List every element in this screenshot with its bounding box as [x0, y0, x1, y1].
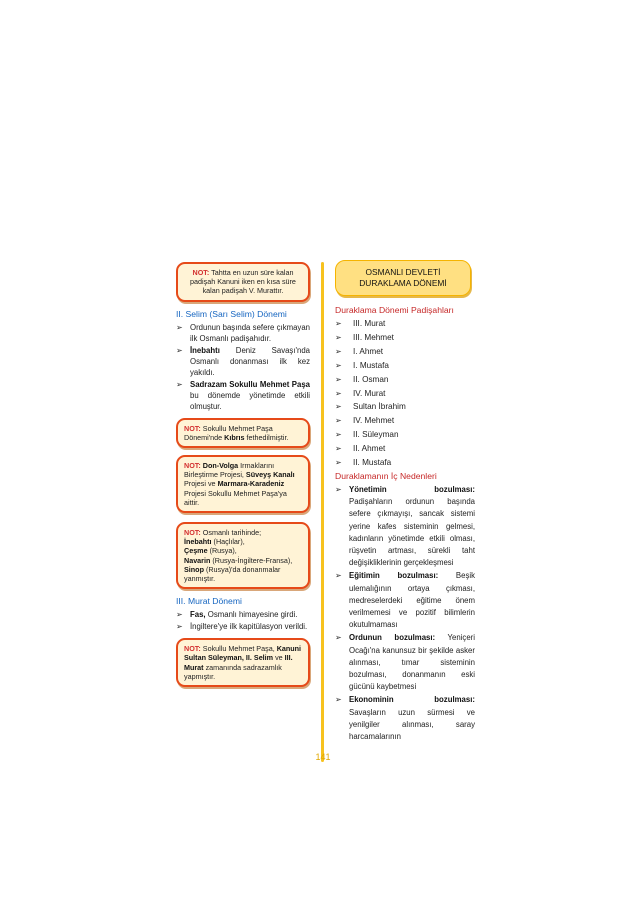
column-divider [321, 262, 324, 762]
arrow-bullet-icon: ➢ [335, 402, 342, 412]
right-column [335, 260, 475, 744]
arrow-bullet-icon: ➢ [335, 633, 342, 643]
list-item: ➢ İnebahtı Deniz Savaşı'nda Osmanlı donanması ilk kez yakıldı. [176, 345, 310, 377]
arrow-bullet-icon: ➢ [335, 332, 342, 342]
list-item: ➢ Fas, Osmanlı himayesine girdi. [176, 610, 298, 620]
arrow-bullet-icon: ➢ [176, 345, 183, 355]
arrow-bullet-icon: ➢ [335, 388, 342, 398]
list-item: ➢ Ordunun başında sefere çıkmayan ilk Osmanlı padişahıdır. [176, 322, 310, 343]
selim-list [176, 322, 310, 412]
chapter-title-line2: DURAKLAMA DÖNEMİ [359, 278, 447, 288]
section-heading-kings: Duraklama Dönemi Padişahları [335, 305, 454, 315]
note-label: NOT: [192, 268, 210, 277]
note-box-fleets: NOT: Osmanlı tarihinde; İnebahtı (Haçlılar), Çeşme (Rusya), Navarin (Rusya-İngiltere-Fransa), Sinop (Rusya)'da donanmalar yanmıştır. [176, 522, 310, 589]
arrow-bullet-icon: ➢ [335, 416, 342, 426]
arrow-bullet-icon: ➢ [335, 346, 342, 356]
list-item: ➢ Eğitimin bozulması: Beşik ulemalığının ortaya çıkması, medreselerdeki eğitime önem verilmemesi ve pozitif bilimlerin okutulmaması [335, 571, 475, 630]
arrow-bullet-icon: ➢ [176, 622, 183, 632]
list-item: ➢ I. Ahmet [335, 346, 475, 359]
section-heading-selim: II. Selim (Sarı Selim) Dönemi [176, 308, 287, 319]
arrow-bullet-icon: ➢ [335, 571, 342, 581]
chapter-title-line1: OSMANLI DEVLETİ [365, 267, 441, 277]
arrow-bullet-icon: ➢ [335, 430, 342, 440]
list-item: ➢ Sadrazam Sokullu Mehmet Paşa bu dönemde yönetimde etkili olmuştur. [176, 379, 310, 411]
note-box-projects: NOT: Don-Volga Irmaklarını Birleştirme Projesi, Süveyş Kanalı Projesi ve Marmara-Karadeniz Projesi Sokullu Mehmet Paşa'ya aittir. [176, 455, 310, 513]
list-item: ➢ İngiltere'ye ilk kapitülasyon verildi. [176, 622, 308, 632]
arrow-bullet-icon: ➢ [335, 484, 342, 494]
note-label: NOT: [184, 644, 201, 654]
arrow-bullet-icon: ➢ [335, 458, 342, 468]
list-item: ➢ I. Mustafa [335, 360, 475, 373]
list-item: ➢ Yönetimin bozulması: Padişahların ordunun başında sefere çıkmayışı, sancak sistemi yerine kafes sisteminin gelmesi, kadınların yönetimde etkili olması, rüşvetin artması, sürekli taht değişikliklerinin gerçekleşmesi [335, 484, 475, 568]
list-item: ➢ II. Ahmet [335, 443, 475, 456]
list-item: ➢ II. Mustafa [335, 457, 475, 470]
list-item: ➢ III. Murat [335, 318, 475, 331]
kings-list [335, 318, 475, 470]
arrow-bullet-icon: ➢ [176, 379, 183, 389]
arrow-bullet-icon: ➢ [335, 695, 342, 705]
arrow-bullet-icon: ➢ [335, 319, 342, 328]
page-number: 141 [315, 752, 331, 762]
note-label: NOT: [184, 528, 201, 538]
list-item: ➢ III. Mehmet [335, 332, 475, 345]
note-box-cyprus: NOT: Sokullu Mehmet Paşa Dönemi'nde Kıbrıs fethedilmiştir. [176, 418, 310, 448]
chapter-title-box [335, 260, 471, 296]
note-text: Tahtta en uzun süre kalan padişah Kanuni iken en kısa süre kalan padişah V. Murattır. [190, 268, 296, 296]
list-item: ➢ Ekonominin bozulması: Savaşların uzun sürmesi ve yenilgiler alınması, saray harcamalarının [335, 695, 475, 742]
list-item: ➢ II. Osman [335, 374, 475, 387]
note-box-reign-length [176, 262, 310, 302]
reasons-list [335, 484, 475, 743]
section-heading-reasons: Duraklamanın İç Nedenleri [335, 470, 437, 481]
arrow-bullet-icon: ➢ [176, 610, 183, 620]
list-item: ➢ IV. Mehmet [335, 415, 475, 428]
list-item: ➢ IV. Murat [335, 388, 475, 401]
note-box-sokullu: NOT: Sokullu Mehmet Paşa, Kanuni Sultan Süleyman, II. Selim ve III. Murat zamanında sadrazamlık yapmıştır. [176, 638, 310, 687]
note-label: NOT: [184, 423, 201, 433]
arrow-bullet-icon: ➢ [335, 374, 342, 384]
arrow-bullet-icon: ➢ [335, 360, 342, 370]
note-label: NOT: [184, 461, 201, 471]
arrow-bullet-icon: ➢ [335, 444, 342, 454]
arrow-bullet-icon: ➢ [176, 322, 183, 332]
section-heading-murat: III. Murat Dönemi [176, 596, 242, 607]
list-item: ➢ Sultan İbrahim [335, 401, 475, 414]
murat-list [176, 609, 310, 632]
list-item: ➢ Ordunun bozulması: Yeniçeri Ocağı'na kanunsuz bir şekilde asker alınması, tımar sisteminin bozulması, donanmanın eski gücünü kaybetmesi [335, 633, 475, 692]
left-column [176, 262, 310, 694]
list-item: ➢ II. Süleyman [335, 429, 475, 442]
